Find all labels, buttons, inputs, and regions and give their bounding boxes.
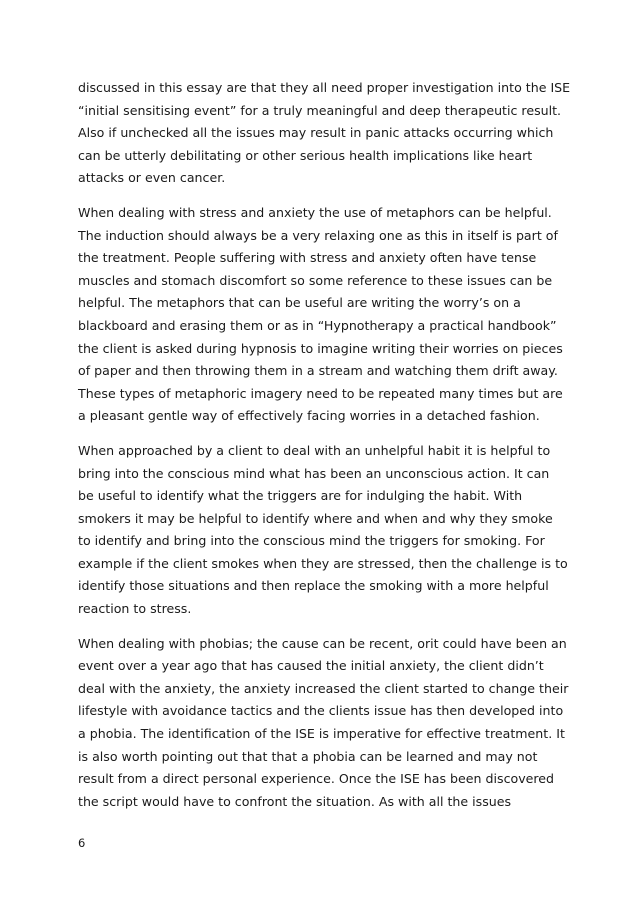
text-line: the client is asked during hypnosis to imagine writing their worries on pieces [78, 340, 563, 356]
text-line: of paper and then throwing them in a stream and watching them drift away. [78, 363, 558, 379]
text-line: bring into the conscious mind what has been an unconscious action. It can [78, 465, 550, 481]
paragraph-3 [78, 440, 568, 621]
text-line: result from a direct personal experience. Once the ISE has been discovered [78, 771, 555, 787]
text-line: When dealing with stress and anxiety the use of metaphors can be helpful. [78, 204, 552, 220]
text-line: discussed in this essay are that they all need proper investigation into the ISE [78, 80, 571, 95]
text-line: the treatment. People suffering with stress and anxiety often have tense [78, 250, 537, 266]
text-line: can be utterly debilitating or other serious health implications like heart [78, 147, 533, 163]
paragraph-1 [78, 77, 571, 190]
text-line: When dealing with phobias; the cause can be recent, orit could have been an [78, 635, 567, 651]
page-number: 6 [78, 836, 86, 850]
text-line: to identify and bring into the conscious mind the triggers for smoking. For [78, 533, 545, 549]
body-text [78, 77, 571, 825]
text-line: reaction to stress. [78, 601, 192, 617]
text-line: Also if unchecked all the issues may result in panic attacks occurring which [78, 125, 554, 141]
text-line: These types of metaphoric imagery need to be repeated many times but are [78, 385, 563, 401]
text-line: When approached by a client to deal with an unhelpful habit it is helpful to [78, 442, 551, 458]
text-line: example if the client smokes when they are stressed, then the challenge is to [78, 555, 568, 571]
text-line: helpful. The metaphors that can be useful are writing the worry’s on a [78, 295, 521, 311]
text-line: attacks or even cancer. [78, 170, 226, 186]
text-line: identify those situations and then replace the smoking with a more helpful [78, 578, 549, 594]
text-line: a phobia. The identification of the ISE is imperative for effective treatment. It [78, 726, 565, 742]
text-line: blackboard and erasing them or as in “Hypnotherapy a practical handbook” [78, 317, 557, 333]
text-line: the script would have to confront the situation. As with all the issues [78, 793, 512, 809]
text-line: muscles and stomach discomfort so some reference to these issues can be [78, 272, 553, 288]
text-line: deal with the anxiety, the anxiety increased the client started to change their [78, 680, 569, 696]
text-line: The induction should always be a very relaxing one as this in itself is part of [78, 227, 558, 243]
text-line: smokers it may be helpful to identify where and when and why they smoke [78, 510, 553, 526]
text-line: lifestyle with avoidance tactics and the clients issue has then developed into [78, 703, 564, 719]
text-line: is also worth pointing out that that a phobia can be learned and may not [78, 748, 538, 764]
text-line: a pleasant gentle way of effectively facing worries in a detached fashion. [78, 408, 540, 424]
text-line: be useful to identify what the triggers are for indulging the habit. With [78, 488, 523, 504]
paragraph-2 [78, 202, 562, 428]
text-line: event over a year ago that has caused the initial anxiety, the client didn’t [78, 658, 544, 674]
paragraph-4 [78, 633, 569, 814]
text-line: “initial sensitising event” for a truly meaningful and deep therapeutic result. [78, 102, 562, 118]
